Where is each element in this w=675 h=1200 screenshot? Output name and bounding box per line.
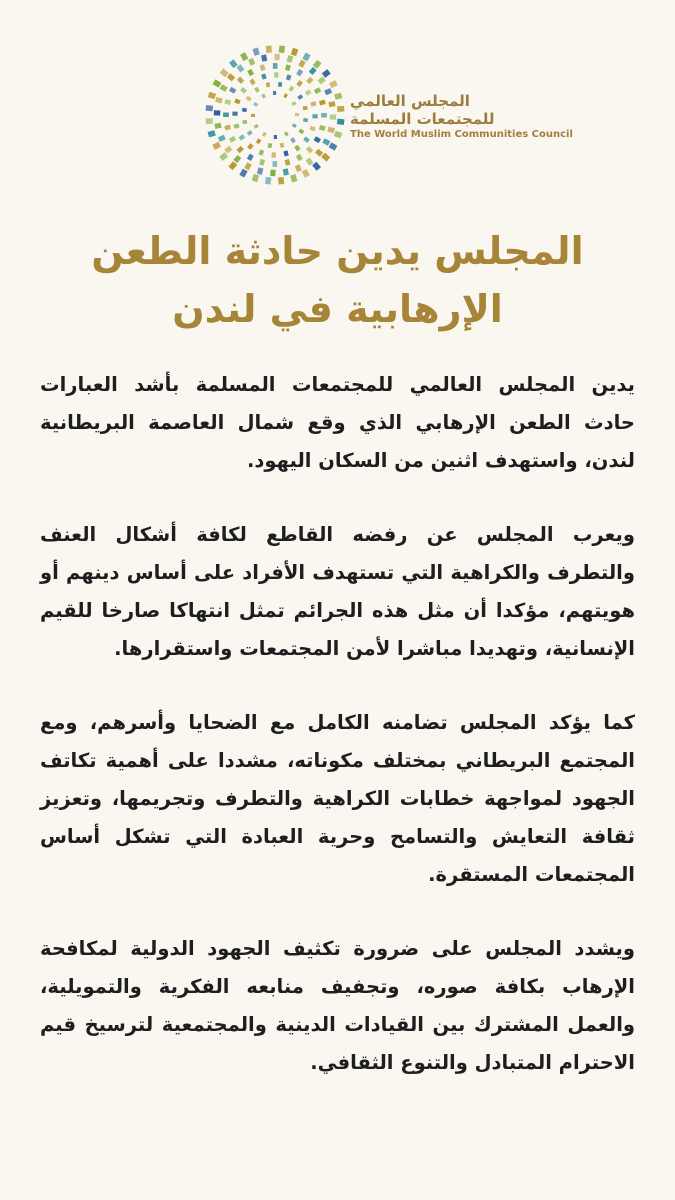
logo-wordmark [350, 92, 573, 142]
statement-paragraph-2: ويعرب المجلس عن رفضه القاطع لكافة أشكال العنف والتطرف والكراهية التي تستهدف الأفراد على أساس دينهم أو هويتهم، مؤكدا أن مثل هذه الجرائم تمثل انتهاكا صارخا للقيم الإنسانية، وتهديدا مباشرا لأمن المجتمعات واستقرارها. [40, 523, 635, 660]
council-logo [200, 40, 573, 190]
statement-body [40, 366, 635, 1118]
council-emblem-icon [200, 40, 350, 190]
logo-name-english: The World Muslim Communities Council [350, 129, 573, 140]
statement-paragraph-4: ويشدد المجلس على ضرورة تكثيف الجهود الدولية لمكافحة الإرهاب بكافة صوره، وتجفيف منابعه الفكرية والتمويلية، والعمل المشترك بين القيادات الدينية والمجتمعية لترسيخ قيم الاحترام المتبادل والتنوع الثقافي. [40, 937, 635, 1074]
statement-paragraph-3: كما يؤكد المجلس تضامنه الكامل مع الضحايا وأسرهم، ومع المجتمع البريطاني بمختلف مكوناته، مشددا على أهمية تكاتف الجهود لمواجهة خطابات الكراهية والتطرف وتجريمها، وتعزيز ثقافة التعايش والتسامح وحرية العبادة التي تشكل أساس المجتمعات المستقرة. [40, 711, 635, 886]
statement-paragraph-1: يدين المجلس العالمي للمجتمعات المسلمة بأشد العبارات حادث الطعن الإرهابي الذي وقع شمال العاصمة البريطانية لندن، واستهدف اثنين من السكان اليهود. [40, 373, 635, 472]
logo-name-arabic: المجلس العالمي للمجتمعات المسلمة [350, 92, 495, 128]
statement-title: المجلس يدين حادثة الطعن الإرهابية في لندن [91, 229, 584, 331]
